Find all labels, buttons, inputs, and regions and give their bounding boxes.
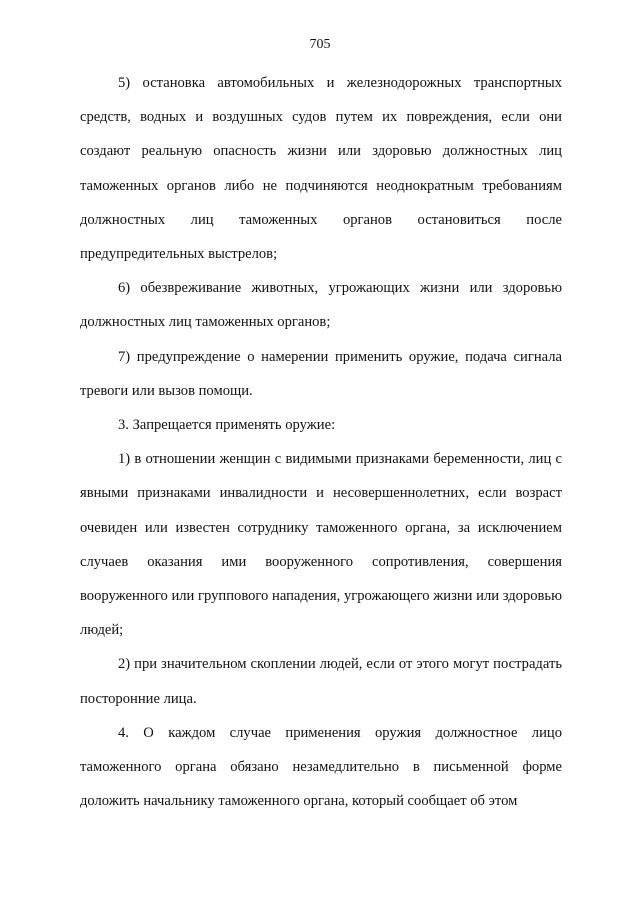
paragraph-item-7-warning: 7) предупреждение о намерении применить оружие, подача сигнала тревоги или вызов помощи. — [80, 348, 562, 399]
paragraph-item-6-animals: 6) обезвреживание животных, угрожающих жизни или здоровью должностных лиц таможенных органов; — [80, 280, 562, 331]
paragraph-section-3-prohibition: 3. Запрещается применять оружие: — [118, 417, 336, 434]
paragraph-item-2-crowds: 2) при значительном скоплении людей, если от этого могут пострадать посторонние лица. — [80, 656, 562, 707]
document-body — [80, 66, 562, 818]
page-number: 705 — [309, 37, 331, 52]
paragraph-item-1-protected-persons: 1) в отношении женщин с видимыми признаками беременности, лиц с явными признаками инвалидности и несовершеннолетних, если возраст очевиден или известен сотруднику таможенного органа, за исключением случаев оказания ими вооруженного сопротивления, совершения вооруженного или группового нападения, угрожающего жизни или здоровью людей; — [80, 451, 562, 639]
paragraph-section-4-reporting: 4. О каждом случае применения оружия должностное лицо таможенного органа обязано незамедлительно в письменной форме доложить начальнику таможенного органа, который сообщает об этом — [80, 724, 562, 810]
paragraph-item-5-vehicle-stop: 5) остановка автомобильных и железнодорожных транспортных средств, водных и воздушных судов путем их повреждения, если они создают реальную опасность жизни или здоровью должностных лиц таможенных органов либо не подчиняются неоднократным требованиям должностных лиц таможенных органов остановиться после предупредительных выстрелов; — [80, 75, 562, 263]
